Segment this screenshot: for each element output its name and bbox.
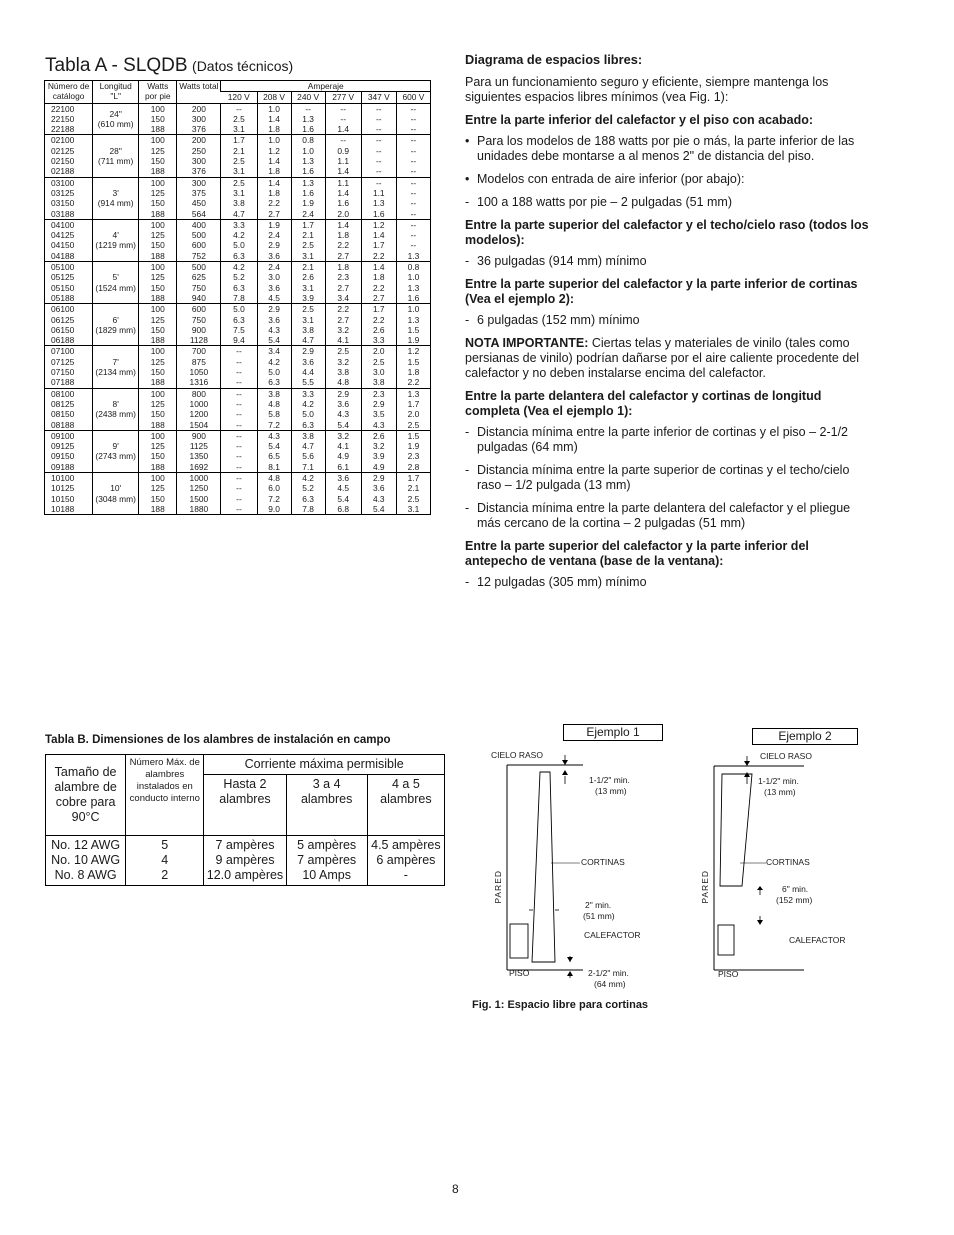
table-a-title-sub: (Datos técnicos) bbox=[192, 58, 294, 74]
floor-label: PISO bbox=[509, 968, 530, 978]
amperage-values: 4.3 5.4 6.5 8.1 bbox=[257, 430, 291, 472]
length-cell: 9' (2743 mm) bbox=[93, 430, 139, 472]
dash-item: - 36 pulgadas (914 mm) mínimo bbox=[465, 254, 647, 268]
col-header-catalog: Número de catálogo bbox=[47, 81, 90, 101]
col-header-watts-total: Watts total bbox=[177, 81, 221, 104]
clearance-heading: Diagrama de espacios libres: bbox=[465, 52, 643, 67]
dash-item: - Distancia mínima entre la parte delantera del calefactor y el pliegue más cercano de la cortina – 2 pulgadas (51 mm) bbox=[465, 501, 851, 530]
bullet-item: • Para los modelos de 188 watts por pie o más, la parte inferior de las unidades debe montarse a al menos 2" de distancia del piso. bbox=[465, 134, 855, 163]
watts-per-foot: 100 125 150 188 bbox=[139, 304, 177, 346]
table-a-group-row bbox=[45, 177, 431, 219]
amperage-values: 2.5 3.1 3.8 4.7 bbox=[221, 177, 257, 219]
watts-total: 800 1000 1200 1504 bbox=[177, 388, 221, 430]
important-note-text: Ciertas telas y materiales de vinilo (tales como persianas de vinilo) podrían dañarse por el aire caliente procedente del calefactor y no deben instalarse encima del calefactor. bbox=[465, 336, 860, 380]
length-cell: 3' (914 mm) bbox=[93, 177, 139, 219]
table-a-body bbox=[45, 103, 431, 515]
watts-total: 600 750 900 1128 bbox=[177, 304, 221, 346]
amperage-values: 2.6 3.2 3.9 4.9 bbox=[361, 430, 396, 472]
table-b bbox=[45, 754, 445, 886]
section-1-title: Entre la parte inferior del calefactor y el piso con acabado: bbox=[465, 113, 814, 127]
catalog-numbers: 02100 02125 02150 02188 bbox=[45, 135, 93, 177]
amperage-values: 2.5 3.1 3.8 4.7 bbox=[291, 304, 325, 346]
amperage-values: 1.2 1.5 1.8 2.2 bbox=[396, 346, 430, 388]
table-a-title bbox=[45, 55, 293, 77]
amperage-values: 3.3 4.2 5.0 6.3 bbox=[291, 388, 325, 430]
amperage-values: -- -- -- -- bbox=[221, 430, 257, 472]
table-a-group-row bbox=[45, 262, 431, 304]
amperage-values: 1.4 1.8 2.2 2.7 bbox=[325, 219, 361, 261]
voltage-header: 208 V bbox=[257, 92, 291, 103]
ceiling-label: CIELO RASO bbox=[491, 750, 543, 760]
amperage-values: -- -- -- -- bbox=[221, 346, 257, 388]
clearance-section bbox=[465, 52, 870, 598]
amperage-values: 5.0 6.3 7.5 9.4 bbox=[221, 304, 257, 346]
catalog-numbers: 06100 06125 06150 06188 bbox=[45, 304, 93, 346]
table-b-header-upto-2: Hasta 2 alambres bbox=[204, 775, 286, 836]
table-b-current-3-4: 5 ampères 7 ampères 10 Amps bbox=[286, 836, 367, 886]
amperage-values: 1.0 1.4 1.8 bbox=[257, 103, 291, 135]
mid-gap-label: 6" min. bbox=[782, 884, 809, 894]
watts-per-foot: 100 125 150 188 bbox=[139, 430, 177, 472]
curtains-label: CORTINAS bbox=[766, 857, 810, 867]
catalog-numbers: 03100 03125 03150 03188 bbox=[45, 177, 93, 219]
amperage-values: 1.7 2.1 2.5 3.1 bbox=[291, 219, 325, 261]
heater-label: CALEFACTOR bbox=[584, 930, 641, 940]
col-header-length: Longitud "L" bbox=[93, 81, 139, 104]
watts-total: 500 625 750 940 bbox=[177, 262, 221, 304]
length-cell: 6' (1829 mm) bbox=[93, 304, 139, 346]
amperage-values: 3.3 4.2 5.0 6.3 bbox=[221, 219, 257, 261]
amperage-values: -- 2.5 3.1 bbox=[221, 103, 257, 135]
watts-total: 900 1125 1350 1692 bbox=[177, 430, 221, 472]
amperage-values: -- 0.9 1.1 1.4 bbox=[325, 135, 361, 177]
amperage-values: 2.9 3.6 4.4 5.5 bbox=[291, 346, 325, 388]
bottom-gap-metric: (64 mm) bbox=[594, 979, 626, 989]
length-cell: 8' (2438 mm) bbox=[93, 388, 139, 430]
figure-example-1 bbox=[485, 720, 685, 995]
figure-example-2 bbox=[700, 724, 900, 994]
amperage-values: 1.2 1.4 1.7 2.2 bbox=[361, 219, 396, 261]
catalog-numbers: 05100 05125 05150 05188 bbox=[45, 262, 93, 304]
amperage-values: -- 1.3 1.6 bbox=[291, 103, 325, 135]
amperage-values: -- -- -- -- bbox=[221, 388, 257, 430]
voltage-header: 347 V bbox=[361, 92, 396, 103]
amperage-values: -- -- -- bbox=[396, 103, 430, 135]
mid-gap-metric: (152 mm) bbox=[776, 895, 813, 905]
catalog-numbers: 09100 09125 09150 09188 bbox=[45, 430, 93, 472]
top-gap-label: 1-1/2" min. bbox=[589, 775, 630, 785]
figure-caption: Fig. 1: Espacio libre para cortinas bbox=[472, 999, 649, 1011]
table-b-title: Tabla B. Dimensiones de los alambres de instalación en campo bbox=[45, 734, 391, 746]
table-a-title-main: Tabla A - SLQDB bbox=[45, 55, 188, 76]
important-note-label: NOTA IMPORTANTE: bbox=[465, 336, 589, 350]
catalog-numbers: 07100 07125 07150 07188 bbox=[45, 346, 93, 388]
watts-per-foot: 100 125 150 188 bbox=[139, 177, 177, 219]
length-cell: 10' (3048 mm) bbox=[93, 472, 139, 514]
amperage-values: 2.1 2.6 3.1 3.9 bbox=[291, 262, 325, 304]
table-a-group-row bbox=[45, 388, 431, 430]
top-gap-metric: (13 mm) bbox=[764, 787, 796, 797]
dash-item: - 6 pulgadas (152 mm) mínimo bbox=[465, 313, 640, 327]
important-note bbox=[465, 336, 870, 381]
table-b-counts: 5 4 2 bbox=[126, 836, 204, 886]
catalog-numbers: 22100 22150 22188 bbox=[45, 103, 93, 135]
table-a-group-row bbox=[45, 304, 431, 346]
length-cell: 24" (610 mm) bbox=[93, 103, 139, 135]
watts-total: 1000 1250 1500 1880 bbox=[177, 472, 221, 514]
floor-label: PISO bbox=[718, 969, 739, 979]
amperage-values: 1.0 1.2 1.4 1.8 bbox=[257, 135, 291, 177]
amperage-values: 1.1 1.4 1.6 2.0 bbox=[325, 177, 361, 219]
clearance-intro: Para un funcionamiento seguro y eficiente, siempre mantenga los siguientes espacios libres mínimos (vea Fig. 1): bbox=[465, 75, 829, 104]
amperage-values: 1.3 1.6 1.9 2.4 bbox=[291, 177, 325, 219]
table-b-header-current: Corriente máxima permisible bbox=[204, 755, 445, 775]
amperage-values: 3.8 4.7 5.6 7.1 bbox=[291, 430, 325, 472]
voltage-header: 600 V bbox=[396, 92, 430, 103]
amperage-values: 4.8 6.0 7.2 9.0 bbox=[257, 472, 291, 514]
table-a-group-row bbox=[45, 430, 431, 472]
table-b-header-4-5: 4 a 5 alambres bbox=[367, 775, 444, 836]
watts-per-foot: 100 125 150 188 bbox=[139, 135, 177, 177]
voltage-header: 240 V bbox=[291, 92, 325, 103]
amperage-values: 2.5 3.2 3.8 4.8 bbox=[325, 346, 361, 388]
watts-total: 700 875 1050 1316 bbox=[177, 346, 221, 388]
length-cell: 4' (1219 mm) bbox=[93, 219, 139, 261]
length-cell: 7' (2134 mm) bbox=[93, 346, 139, 388]
amperage-values: 2.0 2.5 3.0 3.8 bbox=[361, 346, 396, 388]
table-b-current-upto-2: 7 ampères 9 ampères 12.0 ampères bbox=[204, 836, 286, 886]
table-a bbox=[44, 80, 431, 515]
amperage-values: -- -- 1.4 bbox=[325, 103, 361, 135]
bottom-gap-label: 2-1/2" min. bbox=[588, 968, 629, 978]
amperage-values: -- -- -- 1.3 bbox=[396, 219, 430, 261]
amperage-values: 1.7 2.1 2.5 3.1 bbox=[396, 472, 430, 514]
watts-per-foot: 100 125 150 188 bbox=[139, 262, 177, 304]
mid-gap-metric: (51 mm) bbox=[583, 911, 615, 921]
ceiling-label: CIELO RASO bbox=[760, 751, 812, 761]
watts-total: 400 500 600 752 bbox=[177, 219, 221, 261]
catalog-numbers: 08100 08125 08150 08188 bbox=[45, 388, 93, 430]
amperage-values: 1.0 1.3 1.5 1.9 bbox=[396, 304, 430, 346]
page-number: 8 bbox=[452, 1182, 459, 1196]
amperage-values: 0.8 1.0 1.3 1.6 bbox=[291, 135, 325, 177]
watts-per-foot: 100 150 188 bbox=[139, 103, 177, 135]
curtains-label: CORTINAS bbox=[581, 857, 625, 867]
wall-label: PARED bbox=[493, 870, 503, 904]
catalog-numbers: 04100 04125 04150 04188 bbox=[45, 219, 93, 261]
col-header-amperage: Amperaje bbox=[221, 81, 431, 92]
example-2-label: Ejemplo 2 bbox=[752, 728, 858, 745]
amperage-values: 1.7 2.1 2.5 3.1 bbox=[221, 135, 257, 177]
watts-total: 200 300 376 bbox=[177, 103, 221, 135]
amperage-values: -- -- -- -- bbox=[396, 135, 430, 177]
table-a-group-row bbox=[45, 346, 431, 388]
voltage-header: 120 V bbox=[221, 92, 257, 103]
dash-item: - Distancia mínima entre la parte superior de cortinas y el techo/cielo raso – 1/2 pulgada (13 mm) bbox=[465, 463, 850, 492]
section-2-title: Entre la parte superior del calefactor y el techo/cielo raso (todos los modelos): bbox=[465, 218, 869, 247]
dash-item: - 100 a 188 watts por pie – 2 pulgadas (51 mm) bbox=[465, 195, 733, 209]
amperage-values: 1.4 1.8 2.2 2.7 bbox=[361, 262, 396, 304]
heater-label: CALEFACTOR bbox=[789, 935, 846, 945]
watts-total: 200 250 300 376 bbox=[177, 135, 221, 177]
top-gap-metric: (13 mm) bbox=[595, 786, 627, 796]
dash-item: - 12 pulgadas (305 mm) mínimo bbox=[465, 575, 647, 589]
voltage-header: 277 V bbox=[325, 92, 361, 103]
wall-label: PARED bbox=[700, 870, 710, 904]
section-5-title: Entre la parte superior del calefactor y la parte inferior del antepecho de ventana (base de la ventana): bbox=[465, 539, 809, 568]
table-a-group-row bbox=[45, 472, 431, 514]
amperage-values: 1.5 1.9 2.3 2.8 bbox=[396, 430, 430, 472]
amperage-values: 1.9 2.4 2.9 3.6 bbox=[257, 219, 291, 261]
catalog-numbers: 10100 10125 10150 10188 bbox=[45, 472, 93, 514]
amperage-values: 2.9 3.6 4.3 5.4 bbox=[361, 472, 396, 514]
watts-per-foot: 100 125 150 188 bbox=[139, 388, 177, 430]
example-1-label: Ejemplo 1 bbox=[563, 724, 663, 741]
mid-gap-label: 2" min. bbox=[585, 900, 612, 910]
col-header-watts-per-foot: Watts por pie bbox=[139, 81, 177, 104]
amperage-values: 2.3 2.9 3.5 4.3 bbox=[361, 388, 396, 430]
amperage-values: 3.2 4.1 4.9 6.1 bbox=[325, 430, 361, 472]
table-b-header-3-4: 3 a 4 alambres bbox=[286, 775, 367, 836]
table-a-group-row bbox=[45, 135, 431, 177]
amperage-values: -- -- -- -- bbox=[221, 472, 257, 514]
amperage-values: -- -- -- -- bbox=[361, 135, 396, 177]
amperage-values: -- -- -- bbox=[361, 103, 396, 135]
amperage-values: 1.4 1.8 2.2 2.7 bbox=[257, 177, 291, 219]
amperage-values: 1.3 1.7 2.0 2.5 bbox=[396, 388, 430, 430]
amperage-values: 2.9 3.6 4.3 5.4 bbox=[325, 388, 361, 430]
watts-total: 300 375 450 564 bbox=[177, 177, 221, 219]
table-a-group-row bbox=[45, 219, 431, 261]
table-a-group-row bbox=[45, 103, 431, 135]
table-b-header-count: Número Máx. de alambres instalados en conducto interno bbox=[126, 755, 204, 836]
watts-per-foot: 100 125 150 188 bbox=[139, 472, 177, 514]
amperage-values: -- 1.1 1.3 1.6 bbox=[361, 177, 396, 219]
amperage-values: 4.2 5.2 6.3 7.8 bbox=[291, 472, 325, 514]
watts-per-foot: 100 125 150 188 bbox=[139, 346, 177, 388]
bullet-item: • Modelos con entrada de aire inferior (por abajo): bbox=[465, 172, 745, 186]
table-b-current-4-5: 4.5 ampères 6 ampères - bbox=[367, 836, 444, 886]
amperage-values: 4.2 5.2 6.3 7.8 bbox=[221, 262, 257, 304]
top-gap-label: 1-1/2" min. bbox=[758, 776, 799, 786]
amperage-values: 0.8 1.0 1.3 1.6 bbox=[396, 262, 430, 304]
amperage-values: 2.9 3.6 4.3 5.4 bbox=[257, 304, 291, 346]
section-4-title: Entre la parte delantera del calefactor y cortinas de longitud completa (Vea el ejemplo 1): bbox=[465, 389, 822, 418]
amperage-values: 2.2 2.7 3.2 4.1 bbox=[325, 304, 361, 346]
dash-item: - Distancia mínima entre la parte inferior de cortinas y el piso – 2-1/2 pulgadas (64 mm) bbox=[465, 425, 849, 454]
amperage-values: 2.4 3.0 3.6 4.5 bbox=[257, 262, 291, 304]
amperage-values: 3.8 4.8 5.8 7.2 bbox=[257, 388, 291, 430]
table-b-sizes: No. 12 AWG No. 10 AWG No. 8 AWG bbox=[46, 836, 126, 886]
watts-per-foot: 100 125 150 188 bbox=[139, 219, 177, 261]
length-cell: 28" (711 mm) bbox=[93, 135, 139, 177]
amperage-values: 1.7 2.2 2.6 3.3 bbox=[361, 304, 396, 346]
amperage-values: 3.6 4.5 5.4 6.8 bbox=[325, 472, 361, 514]
table-b-data-row bbox=[46, 836, 445, 886]
amperage-values: 3.4 4.2 5.0 6.3 bbox=[257, 346, 291, 388]
table-b-header-size: Tamaño de alambre de cobre para 90°C bbox=[46, 755, 126, 836]
amperage-values: -- -- -- -- bbox=[396, 177, 430, 219]
length-cell: 5' (1524 mm) bbox=[93, 262, 139, 304]
section-3-title: Entre la parte superior del calefactor y la parte inferior de cortinas (Vea el ejemplo 2): bbox=[465, 277, 858, 306]
amperage-values: 1.8 2.3 2.7 3.4 bbox=[325, 262, 361, 304]
